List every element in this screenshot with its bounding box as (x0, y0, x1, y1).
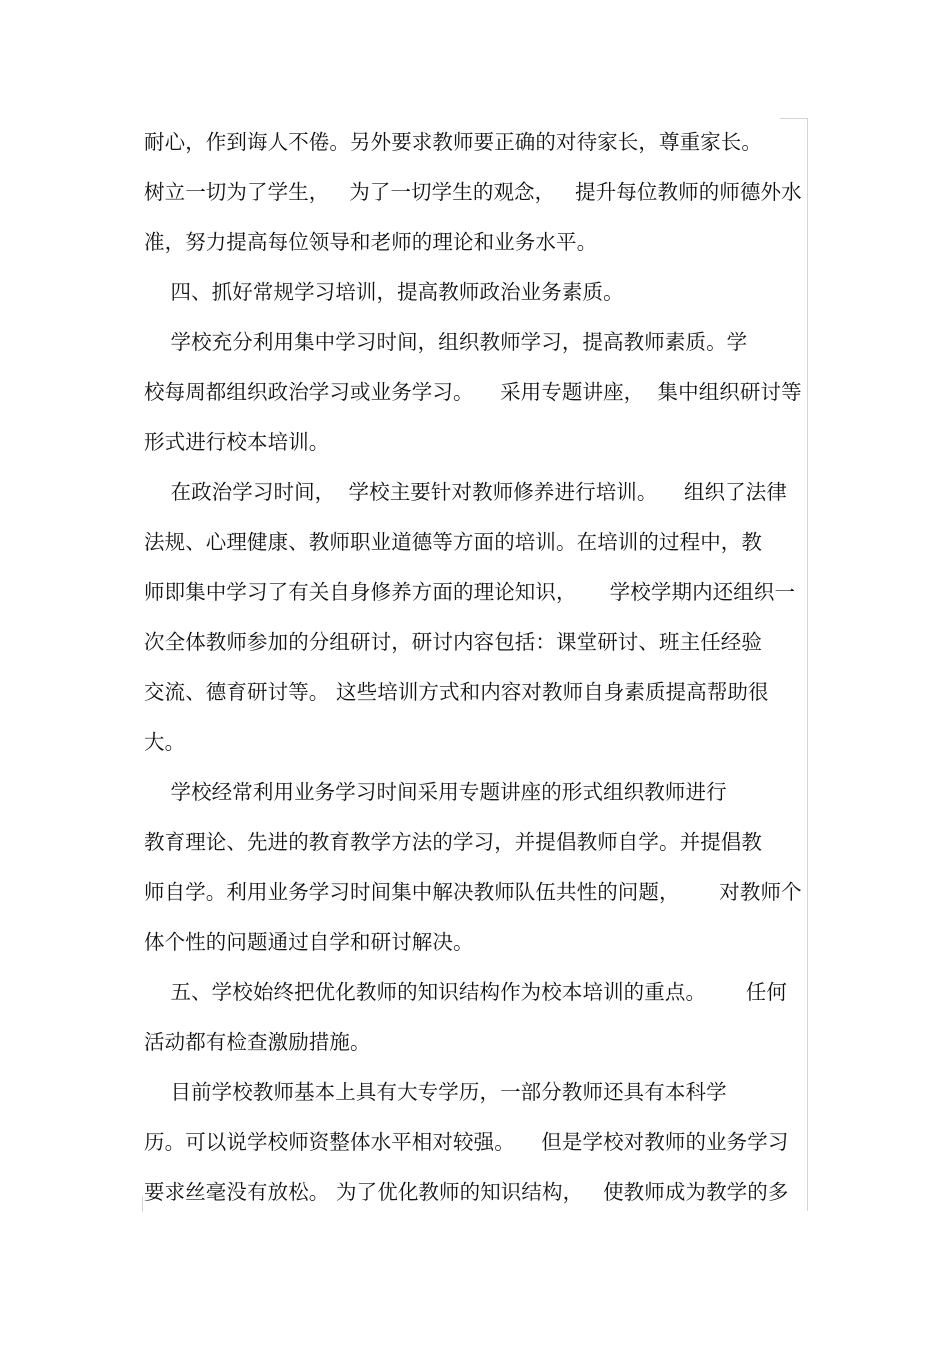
text-line: 准，努力提高每位领导和老师的理论和业务水平。 (144, 230, 598, 254)
text-line: 师即集中学习了有关自身修养方面的理论知识， 学校学期内还组织一 (144, 580, 796, 604)
text-line: 次全体教师参加的分组研讨，研讨内容包括：课堂研讨、班主任经验 (144, 630, 762, 654)
text-line: 要求丝毫没有放松。 为了优化教师的知识结构， 使教师成为教学的多 (144, 1180, 789, 1204)
text-line: 在政治学习时间， 学校主要针对教师修养进行培训。 组织了法律 (144, 480, 787, 504)
section-heading: 五、学校始终把优化教师的知识结构作为校本培训的重点。 任何 (144, 980, 787, 1004)
text-line: 师自学。利用业务学习时间集中解决教师队伍共性的问题， 对教师个 (144, 880, 802, 904)
text-line: 目前学校教师基本上具有大专学历，一部分教师还具有本科学 (144, 1080, 727, 1104)
text-line: 活动都有检查激励措施。 (144, 1030, 371, 1054)
text-line: 树立一切为了学生， 为了一切学生的观念， 提升每位教师的师德外水 (144, 180, 802, 204)
page-border-right (807, 118, 808, 1211)
text-line: 法规、心理健康、教师职业道德等方面的培训。在培训的过程中，教 (144, 530, 762, 554)
page-border-top (780, 118, 808, 119)
text-line: 学校经常利用业务学习时间采用专题讲座的形式组织教师进行 (144, 780, 727, 804)
text-line: 形式进行校本培训。 (144, 430, 330, 454)
text-line: 历。可以说学校师资整体水平相对较强。 但是学校对教师的业务学习 (144, 1130, 789, 1154)
page-border-left (142, 1196, 143, 1212)
text-line: 大。 (144, 730, 186, 754)
text-line: 校每周都组织政治学习或业务学习。 采用专题讲座， 集中组织研讨等 (144, 380, 802, 404)
text-line: 耐心，作到诲人不倦。另外要求教师要正确的对待家长，尊重家长。 (144, 130, 762, 154)
text-line: 体个性的问题通过自学和研讨解决。 (144, 930, 474, 954)
section-heading: 四、抓好常规学习培训，提高教师政治业务素质。 (144, 280, 624, 304)
text-line: 学校充分利用集中学习时间，组织教师学习，提高教师素质。学 (144, 330, 748, 354)
text-line: 交流、德育研讨等。 这些培训方式和内容对教师自身素质提高帮助很 (144, 680, 769, 704)
text-line: 教育理论、先进的教育教学方法的学习，并提倡教师自学。并提倡教 (144, 830, 762, 854)
